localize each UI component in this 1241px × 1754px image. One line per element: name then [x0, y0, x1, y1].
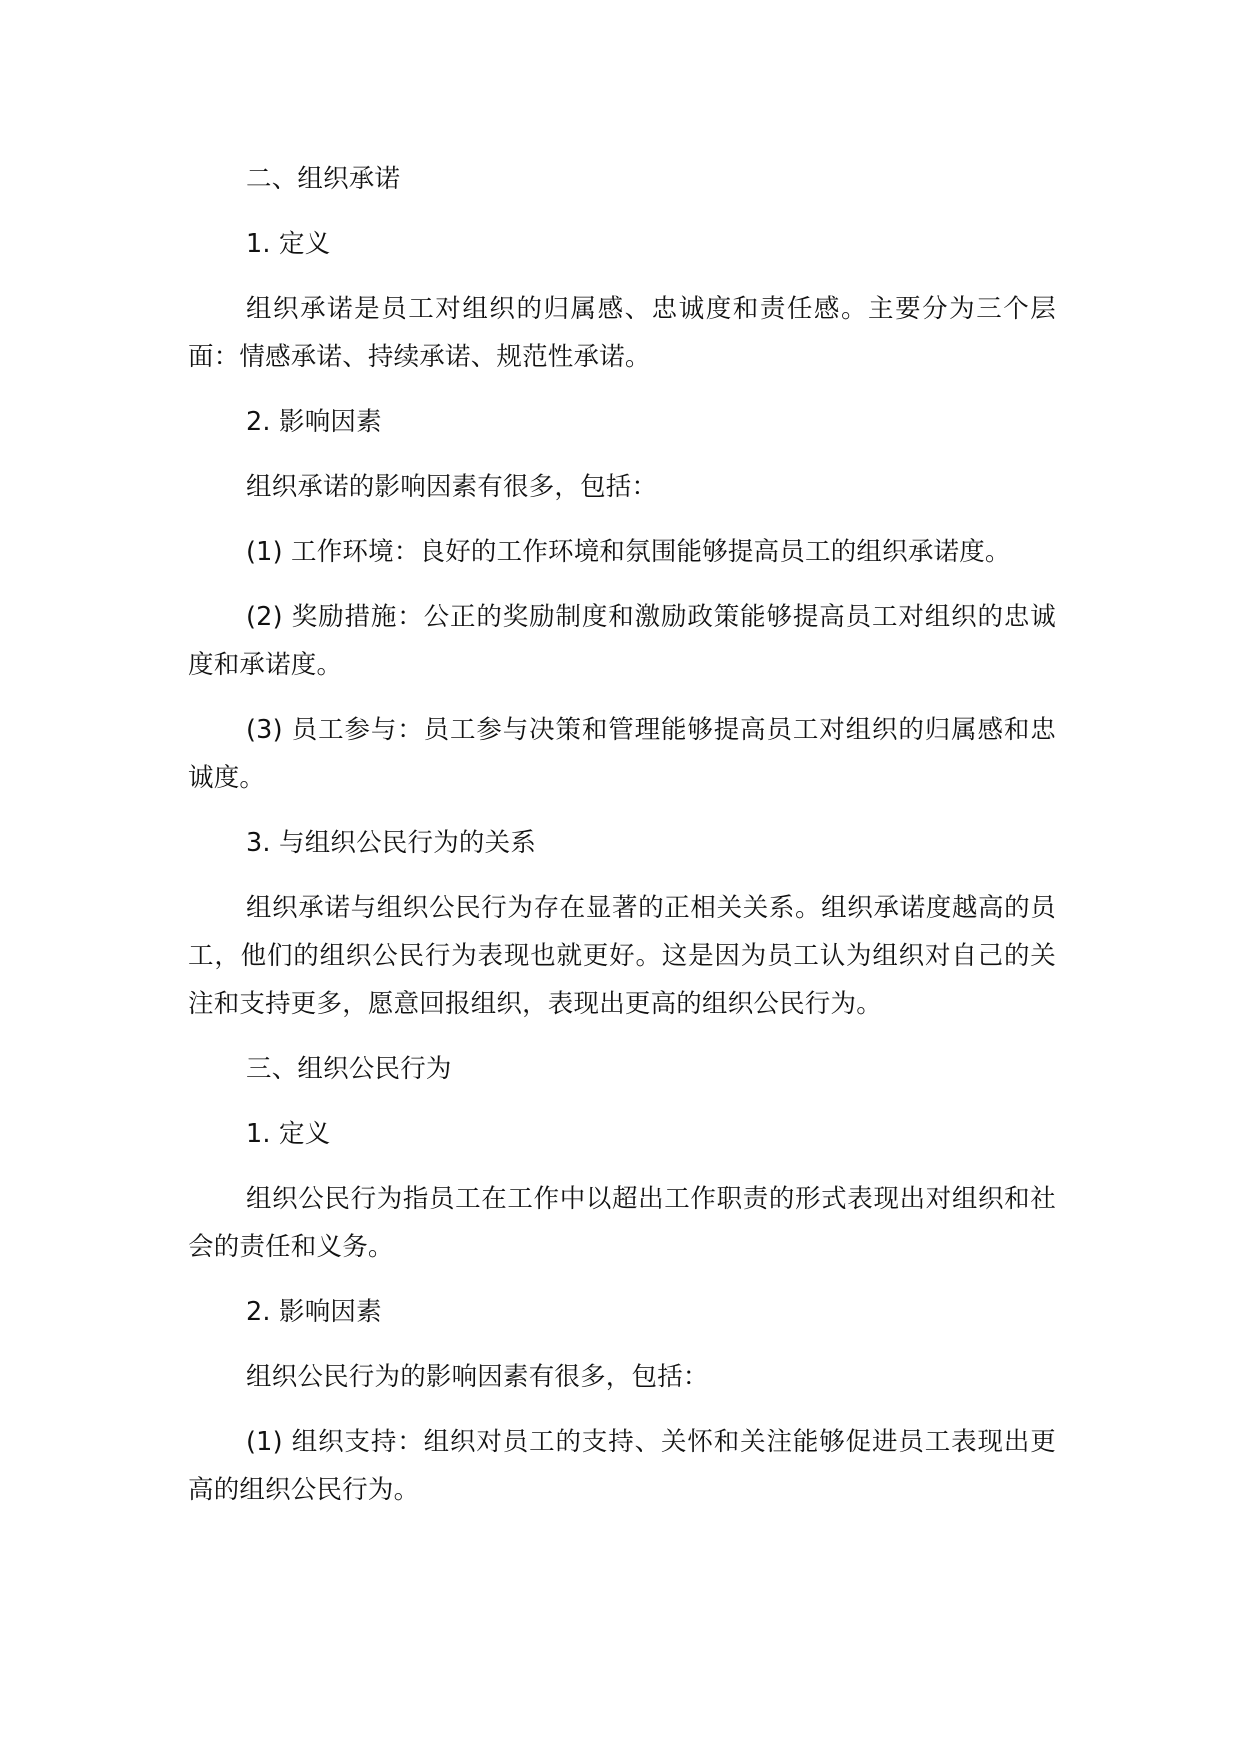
section-2-2-title: 2. 影响因素 — [246, 407, 382, 437]
section-3-title: 三、组织公民行为 — [246, 1054, 452, 1084]
section-3-2-item-1: (1) 组织支持：组织对员工的支持、关怀和关注能够促进员工表现出更高的组织公民行为。 — [188, 1427, 1056, 1505]
section-3-2-intro: 组织公民行为的影响因素有很多，包括： — [246, 1362, 709, 1392]
section-2-2-intro: 组织承诺的影响因素有很多，包括： — [246, 472, 658, 502]
section-2-1-title: 1. 定义 — [246, 229, 331, 259]
section-2-2-item-1: (1) 工作环境：良好的工作环境和氛围能够提高员工的组织承诺度。 — [246, 537, 1011, 567]
document-body — [188, 155, 1056, 1531]
section-2-title: 二、组织承诺 — [246, 164, 401, 194]
section-2-2-item-2: (2) 奖励措施：公正的奖励制度和激励政策能够提高员工对组织的忠诚度和承诺度。 — [188, 602, 1056, 680]
section-3-2-title: 2. 影响因素 — [246, 1297, 382, 1327]
section-3-1-title: 1. 定义 — [246, 1119, 331, 1149]
section-2-2-item-3: (3) 员工参与：员工参与决策和管理能够提高员工对组织的归属感和忠诚度。 — [188, 715, 1056, 793]
section-2-3-body: 组织承诺与组织公民行为存在显著的正相关关系。组织承诺度越高的员工，他们的组织公民行为表现也就更好。这是因为员工认为组织对自己的关注和支持更多，愿意回报组织，表现出更高的组织公民行为。 — [188, 893, 1056, 1019]
section-2-1-body: 组织承诺是员工对组织的归属感、忠诚度和责任感。主要分为三个层面：情感承诺、持续承诺、规范性承诺。 — [188, 294, 1056, 372]
section-3-1-body: 组织公民行为指员工在工作中以超出工作职责的形式表现出对组织和社会的责任和义务。 — [188, 1184, 1056, 1262]
section-2-3-title: 3. 与组织公民行为的关系 — [246, 828, 537, 858]
